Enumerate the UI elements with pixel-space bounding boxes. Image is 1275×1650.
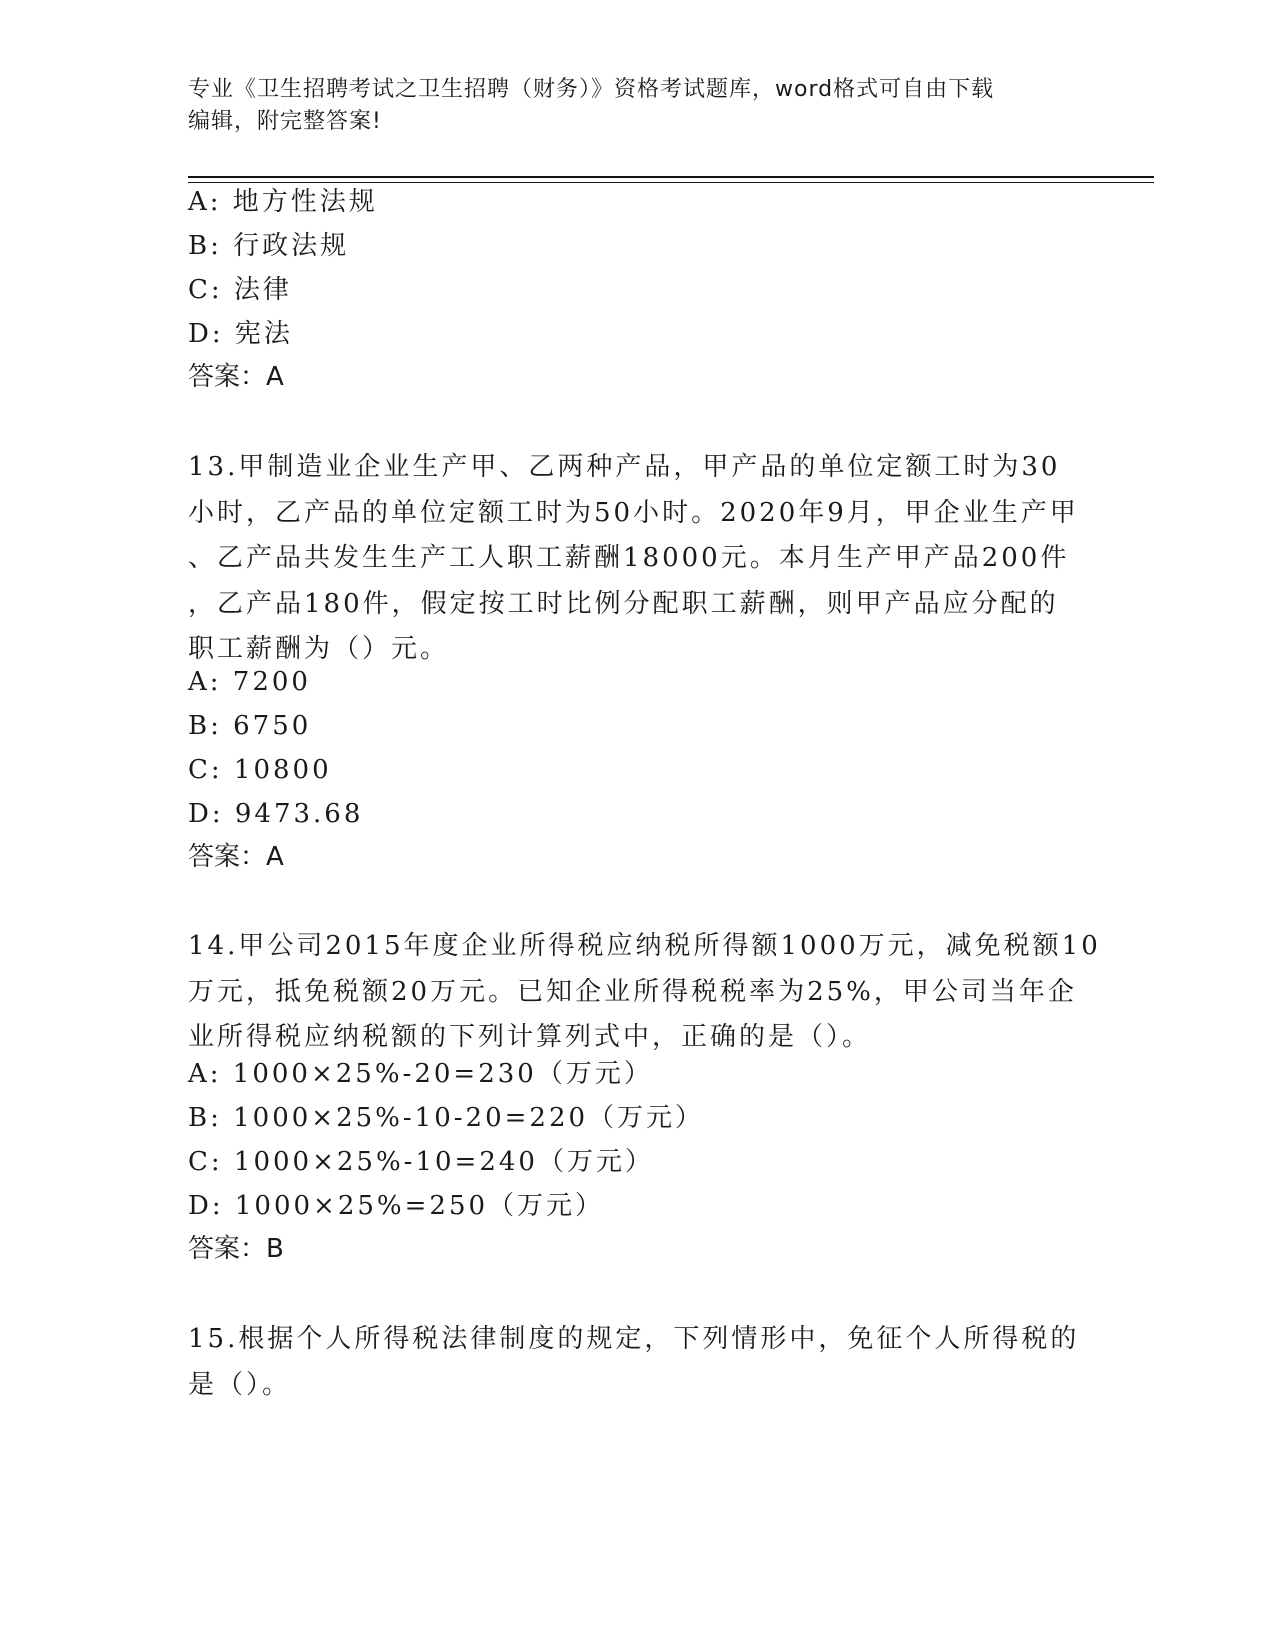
header-line-1: 专业《卫生招聘考试之卫生招聘（财务）》资格考试题库，word格式可自由下载 [188,77,995,102]
q14-answer: 答案：B [188,1234,284,1264]
q12-option-a: A: 地方性法规 [188,187,378,217]
q14-stem-line: 14.甲公司2015年度企业所得税应纳税所得额1000万元，减免税额10 [188,931,1101,961]
q13-option-b: B: 6750 [188,711,312,741]
q13-option-a: A: 7200 [188,667,311,697]
q13-option-d: D: 9473.68 [188,799,364,829]
q13-stem-line: 小时，乙产品的单位定额工时为50小时。2020年9月，甲企业生产甲 [188,497,1079,528]
q14-stem-line: 业所得税应纳税额的下列计算列式中，正确的是（）。 [188,1022,872,1052]
header-divider-thick [188,176,1154,178]
q14-option-d: D: 1000×25%=250（万元） [188,1191,605,1221]
q14-stem-line: 万元，抵免税额20万元。已知企业所得税税率为25%，甲公司当年企 [188,976,1077,1007]
q13-stem [188,445,1088,673]
q13-answer: 答案：A [188,842,284,872]
q13-option-c: C: 10800 [188,755,332,785]
header-line-2: 编辑，附完整答案! [188,109,382,134]
document-header [188,74,1088,138]
header-divider-thin [188,182,1154,183]
q14-stem [188,924,1101,1061]
q15-stem-line: 是（）。 [188,1369,292,1400]
q15-stem-line: 15.根据个人所得税法律制度的规定，下列情形中，免征个人所得税的 [188,1324,1080,1354]
q15-stem [188,1317,1088,1408]
q12-option-b: B: 行政法规 [188,231,350,261]
q14-option-c: C: 1000×25%-10=240（万元） [188,1147,654,1177]
q12-answer: 答案：A [188,362,284,392]
q13-stem-line: ，乙产品180件，假定按工时比例分配职工薪酬，则甲产品应分配的 [188,588,1059,619]
q13-stem-line: 13.甲制造业企业生产甲、乙两种产品，甲产品的单位定额工时为30 [188,452,1061,482]
q14-option-b: B: 1000×25%-10-20=220（万元） [188,1103,705,1133]
q12-option-c: C: 法律 [188,275,292,305]
q13-stem-line: 职工薪酬为（）元。 [188,634,450,664]
q13-stem-line: 、乙产品共发生生产工人职工薪酬18000元。本月生产甲产品200件 [188,543,1070,573]
q12-option-d: D: 宪法 [188,319,293,349]
q14-option-a: A: 1000×25%-20=230（万元） [188,1059,653,1089]
